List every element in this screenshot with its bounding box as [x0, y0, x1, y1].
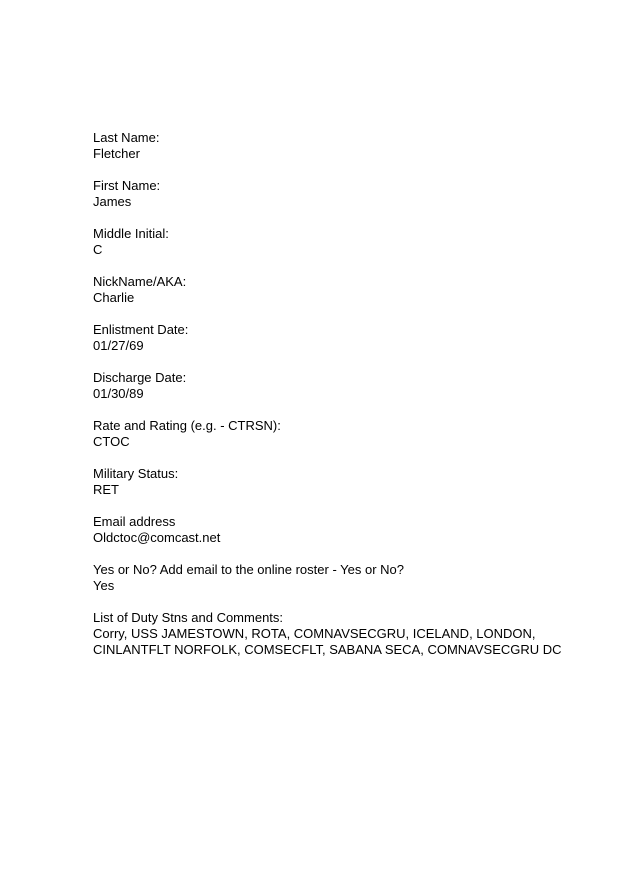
roster-entry-document	[93, 130, 623, 674]
first-name-label: First Name:	[93, 178, 161, 193]
duty-stations-field	[93, 610, 623, 658]
email-address-label: Email address	[93, 514, 176, 529]
middle-initial-field	[93, 226, 623, 258]
roster-opt-in-value: Yes	[93, 578, 115, 593]
email-address-value: Oldctoc@comcast.net	[93, 530, 221, 545]
roster-opt-in-field	[93, 562, 623, 594]
duty-stations-value-line: Corry, USS JAMESTOWN, ROTA, COMNAVSECGRU, ICELAND, LONDON,	[93, 626, 536, 641]
military-status-label: Military Status:	[93, 466, 179, 481]
enlistment-date-value: 01/27/69	[93, 338, 144, 353]
nickname-field	[93, 274, 623, 306]
last-name-label: Last Name:	[93, 130, 160, 145]
military-status-field	[93, 466, 623, 498]
military-status-value: RET	[93, 482, 119, 497]
first-name-field	[93, 178, 623, 210]
nickname-label: NickName/AKA:	[93, 274, 187, 289]
duty-stations-value-line: CINLANTFLT NORFOLK, COMSECFLT, SABANA SECA, COMNAVSECGRU DC	[93, 642, 562, 657]
email-address-field	[93, 514, 623, 546]
discharge-date-field	[93, 370, 623, 402]
duty-stations-label: List of Duty Stns and Comments:	[93, 610, 284, 625]
middle-initial-label: Middle Initial:	[93, 226, 169, 241]
discharge-date-label: Discharge Date:	[93, 370, 187, 385]
first-name-value: James	[93, 194, 132, 209]
rate-rating-field	[93, 418, 623, 450]
nickname-value: Charlie	[93, 290, 135, 305]
middle-initial-value: C	[93, 242, 103, 257]
enlistment-date-label: Enlistment Date:	[93, 322, 189, 337]
last-name-value: Fletcher	[93, 146, 140, 161]
roster-opt-in-label: Yes or No? Add email to the online roster - Yes or No?	[93, 562, 404, 577]
rate-rating-value: CTOC	[93, 434, 130, 449]
last-name-field	[93, 130, 623, 162]
rate-rating-label: Rate and Rating (e.g. - CTRSN):	[93, 418, 281, 433]
enlistment-date-field	[93, 322, 623, 354]
discharge-date-value: 01/30/89	[93, 386, 144, 401]
